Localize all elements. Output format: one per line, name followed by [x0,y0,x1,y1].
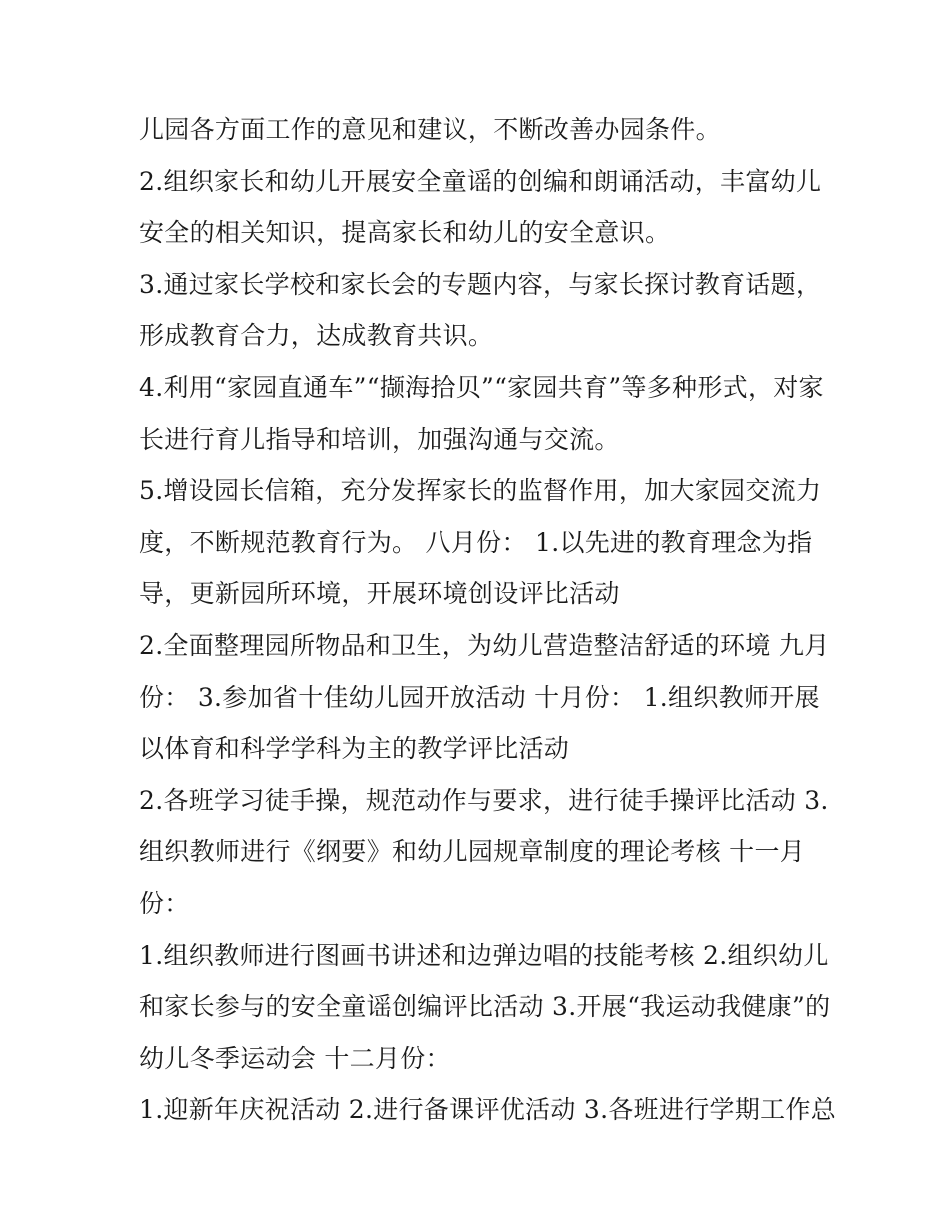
text-line: 2.各班学习徒手操，规范动作与要求，进行徒手操评比活动 3. [139,785,829,815]
text-line: 4.利用“家园直通车”“撷海拾贝”“家园共育”等多种形式，对家 [139,372,824,402]
text-line: 安全的相关知识，提高家长和幼儿的安全意识。 [139,218,671,248]
text-line: 组织教师进行《纲要》和幼儿园规章制度的理论考核 十一月 [139,837,806,867]
text-line: 度，不断规范教育行为。 八月份： 1.以先进的教育理念为指 [139,527,813,557]
text-line: 和家长参与的安全童谣创编评比活动 3.开展“我运动我健康”的 [139,992,831,1022]
text-line: 2.组织家长和幼儿开展安全童谣的创编和朗诵活动，丰富幼儿 [139,166,822,196]
text-line: 5.增设园长信箱，充分发挥家长的监督作用，加大家园交流力 [139,476,822,506]
text-line: 2.全面整理园所物品和卫生，为幼儿营造整洁舒适的环境 九月 [139,630,830,660]
text-line: 形成教育合力，达成教育共识。 [139,321,494,351]
text-line: 以体育和科学学科为主的教学评比活动 [139,734,570,764]
text-line: 幼儿冬季运动会 十二月份： [139,1043,451,1073]
text-line: 儿园各方面工作的意见和建议，不断改善办园条件。 [139,115,721,144]
text-line: 导，更新园所环境，开展环境创设评比活动 [139,579,620,609]
text-line: 1.组织教师进行图画书讲述和边弹边唱的技能考核 2.组织幼儿 [139,940,829,970]
document-body [139,104,839,1136]
text-line: 3.通过家长学校和家长会的专题内容，与家长探讨教育话题， [139,269,822,299]
text-line: 1.迎新年庆祝活动 2.进行备课评优活动 3.各班进行学期工作总 [139,1095,837,1125]
text-line: 长进行育儿指导和培训，加强沟通与交流。 [139,424,620,454]
text-line: 份： [139,888,190,918]
text-line: 份： 3.参加省十佳幼儿园开放活动 十月份： 1.组织教师开展 [139,682,820,712]
